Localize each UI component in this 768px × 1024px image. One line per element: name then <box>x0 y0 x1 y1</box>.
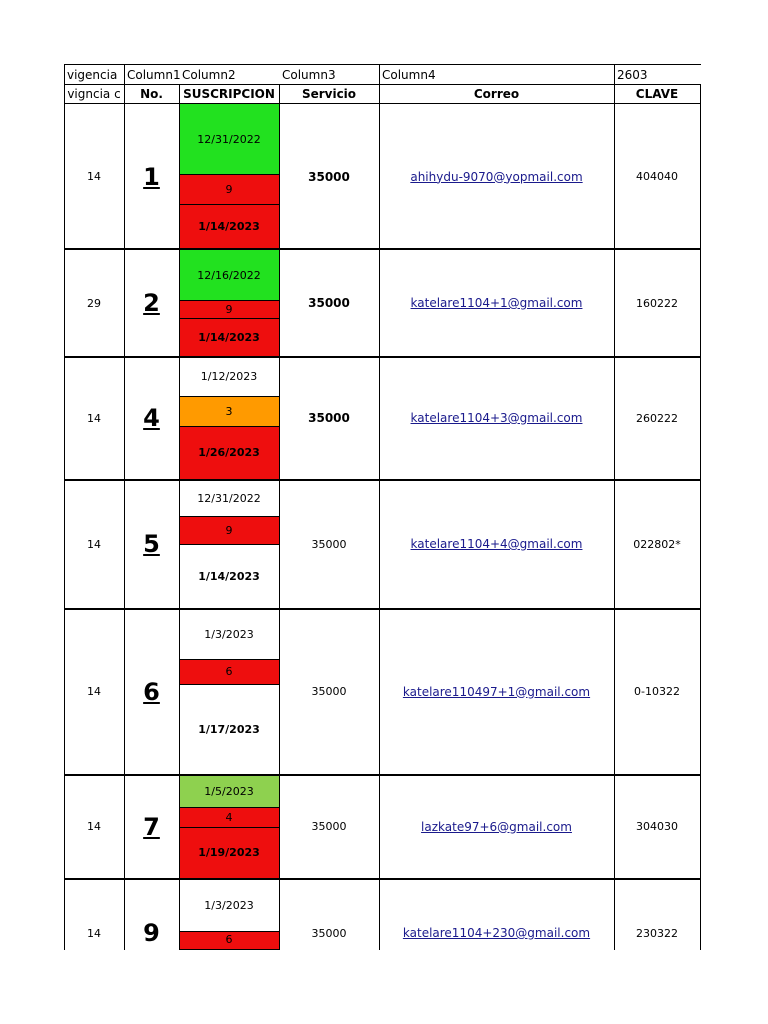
end-date-cell[interactable]: 1/14/2023 <box>198 569 260 583</box>
header-column3[interactable]: Column3 <box>282 67 336 82</box>
days-left-cell[interactable]: 9 <box>179 300 279 318</box>
header-column4[interactable]: Column4 <box>382 67 436 82</box>
start-date-cell[interactable]: 1/12/2023 <box>200 370 258 383</box>
grid-line <box>64 356 701 358</box>
servicio-cell[interactable]: 35000 <box>308 296 350 310</box>
start-date-cell[interactable]: 1/5/2023 <box>179 775 279 807</box>
grid-line <box>179 204 279 205</box>
grid-line <box>64 774 701 776</box>
clave-cell[interactable]: 022802* <box>633 537 681 551</box>
end-date-cell[interactable]: 1/14/2023 <box>179 204 279 249</box>
grid-line <box>64 479 701 481</box>
end-date-cell[interactable]: 1/14/2023 <box>179 318 279 356</box>
clave-cell[interactable]: 260222 <box>636 411 678 425</box>
servicio-cell[interactable]: 35000 <box>308 169 350 184</box>
start-date-cell[interactable]: 1/3/2023 <box>204 898 254 912</box>
end-date-cell[interactable]: 1/17/2023 <box>198 722 260 736</box>
email-link[interactable]: katelare110497+1@gmail.com <box>402 684 591 699</box>
grid-line <box>179 300 279 301</box>
grid-line <box>64 64 65 950</box>
email-link[interactable]: katelare1104+4@gmail.com <box>410 537 583 551</box>
start-date-cell[interactable]: 12/31/2022 <box>179 104 279 174</box>
days-left-cell[interactable]: 9 <box>179 174 279 204</box>
clave-cell[interactable]: 0-10322 <box>634 685 680 698</box>
vigencia-cell[interactable]: 14 <box>87 685 101 698</box>
grid-line <box>700 84 701 950</box>
header-servicio[interactable]: Servicio <box>301 86 357 101</box>
header-vigencia[interactable]: vigencia <box>67 67 118 82</box>
grid-line <box>279 84 280 950</box>
grid-line <box>179 827 279 828</box>
header-suscripcion[interactable]: SUSCRIPCION <box>183 86 275 101</box>
grid-line <box>179 516 279 517</box>
vigencia-cell[interactable]: 14 <box>87 170 101 183</box>
header-column2[interactable]: Column2 <box>182 67 236 82</box>
servicio-cell[interactable]: 35000 <box>311 926 347 940</box>
grid-line <box>64 84 701 85</box>
email-link[interactable]: katelare1104+230@gmail.com <box>402 926 591 940</box>
days-left-cell[interactable]: 9 <box>179 516 279 544</box>
number-cell[interactable]: 5 <box>143 530 160 558</box>
grid-line <box>179 931 279 932</box>
servicio-cell[interactable]: 35000 <box>308 411 350 425</box>
grid-line <box>64 64 701 65</box>
days-left-cell[interactable]: 6 <box>179 931 279 950</box>
vigencia-cell[interactable]: 14 <box>87 537 101 551</box>
start-date-cell[interactable]: 1/3/2023 <box>204 627 254 641</box>
grid-line <box>614 64 615 950</box>
grid-line <box>64 103 701 104</box>
header-clave[interactable]: CLAVE <box>635 86 679 101</box>
end-date-cell[interactable]: 1/26/2023 <box>179 426 279 479</box>
grid-line <box>179 84 180 950</box>
header-correo[interactable]: Correo <box>473 86 520 101</box>
days-left-cell[interactable]: 6 <box>179 659 279 684</box>
grid-line <box>179 949 279 950</box>
start-date-cell[interactable]: 12/16/2022 <box>179 250 279 300</box>
days-left-cell[interactable]: 3 <box>179 396 279 426</box>
email-link[interactable]: ahihydu-9070@yopmail.com <box>410 169 583 184</box>
days-left-cell[interactable]: 4 <box>179 807 279 827</box>
grid-line <box>179 659 279 660</box>
email-link[interactable]: katelare1104+3@gmail.com <box>410 411 583 425</box>
number-cell[interactable]: 7 <box>143 812 160 841</box>
grid-line <box>179 684 279 685</box>
grid-line <box>179 426 279 427</box>
page-cut-mask <box>0 950 768 1024</box>
vigencia-cell[interactable]: 14 <box>87 926 101 940</box>
grid-line <box>179 174 279 175</box>
number-cell[interactable]: 2 <box>143 289 160 317</box>
email-link[interactable]: katelare1104+1@gmail.com <box>410 296 583 310</box>
vigencia-cell[interactable]: 14 <box>87 411 101 425</box>
servicio-cell[interactable]: 35000 <box>311 685 347 698</box>
grid-line <box>179 318 279 319</box>
header-2603[interactable]: 2603 <box>617 67 648 82</box>
grid-line <box>64 608 701 610</box>
vigencia-cell[interactable]: 14 <box>87 820 101 833</box>
grid-line <box>64 878 701 880</box>
start-date-cell[interactable]: 12/31/2022 <box>197 491 261 505</box>
number-cell[interactable]: 4 <box>143 404 160 432</box>
number-cell[interactable]: 6 <box>143 677 160 706</box>
header-column1[interactable]: Column1 <box>127 67 181 82</box>
clave-cell[interactable]: 160222 <box>636 296 678 310</box>
email-link[interactable]: lazkate97+6@gmail.com <box>421 819 572 834</box>
grid-line <box>179 807 279 808</box>
number-cell[interactable]: 1 <box>143 162 160 191</box>
vigencia-cell[interactable]: 29 <box>87 296 101 310</box>
clave-cell[interactable]: 304030 <box>636 820 678 833</box>
grid-line <box>379 64 380 950</box>
grid-line <box>124 64 125 950</box>
header-no[interactable]: No. <box>140 86 163 101</box>
grid-line <box>179 544 279 545</box>
servicio-cell[interactable]: 35000 <box>311 820 347 833</box>
clave-cell[interactable]: 230322 <box>636 926 678 940</box>
header-vigncia-c[interactable]: vigncia c <box>67 86 121 101</box>
grid-line <box>179 396 279 397</box>
servicio-cell[interactable]: 35000 <box>311 537 347 551</box>
grid-line <box>64 248 701 250</box>
number-cell[interactable]: 9 <box>143 919 160 947</box>
clave-cell[interactable]: 404040 <box>636 170 678 183</box>
end-date-cell[interactable]: 1/19/2023 <box>179 827 279 878</box>
